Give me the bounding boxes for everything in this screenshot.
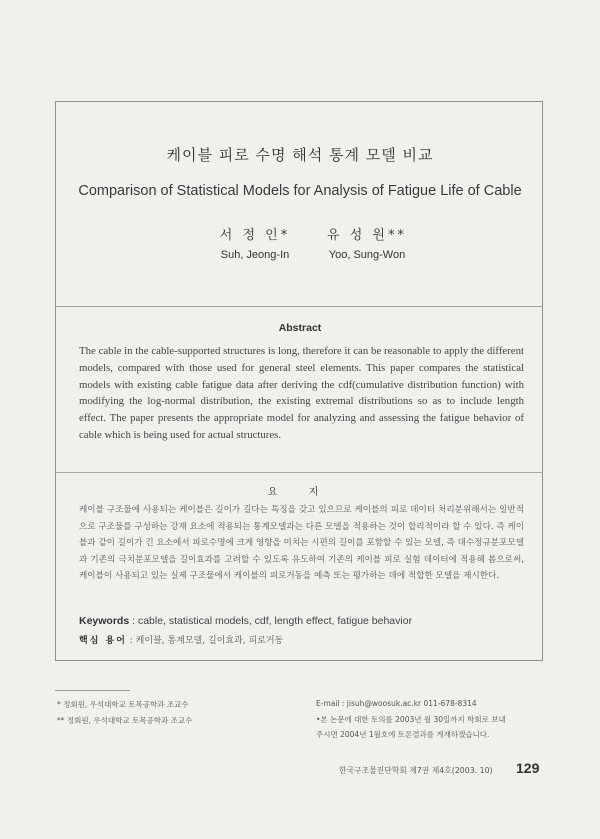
footnote-discussion-1: •본 논문에 대한 토의를 2003년 월 30일까지 학회로 보내 [316,714,506,724]
yoji-text: 케이블 구조물에 사용되는 케이블은 길이가 길다는 특징을 갖고 있으므로 케이블의 피로 데이터 처리분위해서는 일반적으로 구조물를 구성하는 강재 요소에 적용되는 통계모델과는 다른 모델을 적용하는 것이 합리적이라 할 수 있다. 즉 케이블과 같이 길이가 긴 요소에서 피로수명에 크게 영향을 미치는 시편의 길이를 포함할 수 있는 모델, 즉 대수정규분포모델과 기존의 극치분포모델을 길이효과를 고려할 수 있도록 유도하여 기존의 케이블 피로 실험 데이터에 적용해 봄으로써, 케이블이 사용되고 있는 실제 구조물에서 케이블의 피로거동을 예측 또는 평가하는 데에 적합한 모델을 제시한다. [79,505,524,581]
title-english: Comparison of Statistical Models for Analysis of Fatigue Life of Cable [78,183,522,199]
author-1-name-en: Suh, Jeong-In [220,249,290,261]
footnote-rule [55,690,130,691]
footnote-discussion-2: 주시면 2004년 1월호에 토론결과를 게재하겠습니다. [316,730,490,739]
keywords-korean [79,633,539,646]
footnote-author-1: * 정회원, 우석대학교 토목공학과 조교수 [57,700,189,709]
yoji-heading: 요 지 [267,487,333,498]
journal-citation: 한국구조물진단학회 제7권 제4호(2003. 10) [339,766,493,775]
footnotes-affiliations [57,697,192,729]
keywords-list: : cable, statistical models, cdf, length effect, fatigue behavior [129,615,413,627]
keywords-ko-list: : 케이블, 통계모델, 길이효과, 피로거동 [126,636,284,646]
abstract-text: The cable in the cable-supported structures is long, therefore it can be reasonable to apply the different models, compared with those used for general steel elements. This paper compares the statistical models with existing cable fatigue data after deriving the cdf(cumulative distribution function) with modifying the log-normal distribution, the existing extremal distributions so as to include length effect. The paper presents the appropriate model for analyzing and assessing the fatigue behavior of cable which is being used for actual structures. [79,345,524,441]
keywords-label: Keywords [79,615,130,627]
title-korean: 케이블 피로 수명 해석 통계 모델 비교 [166,146,434,164]
section-divider-abstract [55,306,543,307]
footnote-author-2: ** 정회원, 우석대학교 토목공학과 조교수 [57,716,193,725]
footnotes-contact [316,696,548,743]
section-divider-yoji [55,472,543,473]
footnote-email: E-mail : jisuh@woosuk.ac.kr 011-678-8314 [316,699,477,708]
keywords-ko-label: 핵심 용어 [79,636,127,646]
author-2 [292,224,442,261]
author-2-name-ko: 유 성 원** [327,228,407,243]
page-number: 129 [516,760,540,776]
keywords-english [79,615,539,627]
author-2-name-en: Yoo, Sung-Won [328,249,406,261]
author-1-name-ko: 서 정 인* [219,228,291,243]
abstract-heading: Abstract [278,322,322,334]
